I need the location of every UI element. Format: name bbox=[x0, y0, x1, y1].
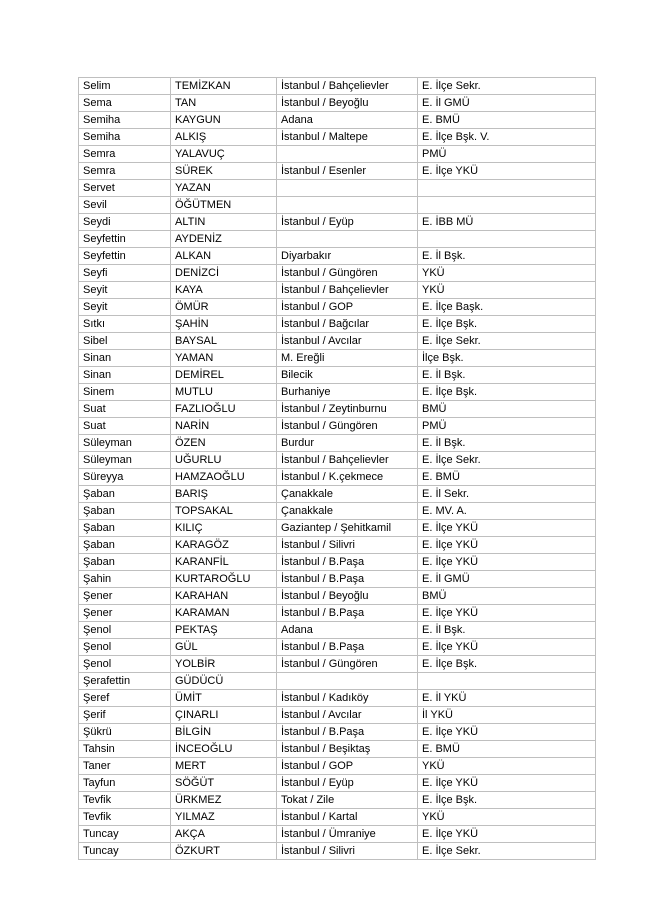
location-cell: İstanbul / Eyüp bbox=[277, 214, 418, 231]
role-cell: E. İl GMÜ bbox=[418, 95, 596, 112]
last-name-cell: ALKAN bbox=[171, 248, 277, 265]
location-cell: İstanbul / Bahçelievler bbox=[277, 452, 418, 469]
table-row bbox=[79, 452, 596, 469]
first-name-cell: Tayfun bbox=[79, 775, 171, 792]
first-name-cell: Selim bbox=[79, 78, 171, 95]
last-name-cell: GÜL bbox=[171, 639, 277, 656]
first-name-cell: Suat bbox=[79, 401, 171, 418]
table-row bbox=[79, 350, 596, 367]
last-name-cell: TOPSAKAL bbox=[171, 503, 277, 520]
table-row bbox=[79, 673, 596, 690]
last-name-cell: DENİZCİ bbox=[171, 265, 277, 282]
first-name-cell: Şaban bbox=[79, 554, 171, 571]
last-name-cell: NARİN bbox=[171, 418, 277, 435]
table-row bbox=[79, 775, 596, 792]
location-cell: İstanbul / Güngören bbox=[277, 656, 418, 673]
table-row bbox=[79, 605, 596, 622]
role-cell: E. İlçe YKÜ bbox=[418, 554, 596, 571]
role-cell: İl YKÜ bbox=[418, 707, 596, 724]
role-cell: PMÜ bbox=[418, 418, 596, 435]
first-name-cell: Sibel bbox=[79, 333, 171, 350]
first-name-cell: Seyfi bbox=[79, 265, 171, 282]
table-row bbox=[79, 690, 596, 707]
location-cell: İstanbul / Avcılar bbox=[277, 707, 418, 724]
table-row bbox=[79, 741, 596, 758]
table-row bbox=[79, 588, 596, 605]
first-name-cell: Taner bbox=[79, 758, 171, 775]
table-row bbox=[79, 316, 596, 333]
last-name-cell: ÖMÜR bbox=[171, 299, 277, 316]
first-name-cell: Tahsin bbox=[79, 741, 171, 758]
location-cell: İstanbul / Kadıköy bbox=[277, 690, 418, 707]
location-cell: İstanbul / Silivri bbox=[277, 843, 418, 860]
first-name-cell: Seyfettin bbox=[79, 248, 171, 265]
table-row bbox=[79, 809, 596, 826]
member-table bbox=[78, 77, 596, 860]
table-row bbox=[79, 537, 596, 554]
table-row bbox=[79, 826, 596, 843]
location-cell: İstanbul / Bağcılar bbox=[277, 316, 418, 333]
table-row bbox=[79, 299, 596, 316]
first-name-cell: Şener bbox=[79, 605, 171, 622]
role-cell: E. İl GMÜ bbox=[418, 571, 596, 588]
role-cell: E. İlçe Bşk. bbox=[418, 656, 596, 673]
location-cell: İstanbul / B.Paşa bbox=[277, 605, 418, 622]
role-cell: E. İlçe YKÜ bbox=[418, 163, 596, 180]
location-cell: İstanbul / B.Paşa bbox=[277, 554, 418, 571]
last-name-cell: KURTAROĞLU bbox=[171, 571, 277, 588]
role-cell: E. İlçe YKÜ bbox=[418, 724, 596, 741]
last-name-cell: KAYA bbox=[171, 282, 277, 299]
location-cell: İstanbul / Beşiktaş bbox=[277, 741, 418, 758]
role-cell: BMÜ bbox=[418, 588, 596, 605]
last-name-cell: YOLBİR bbox=[171, 656, 277, 673]
role-cell bbox=[418, 197, 596, 214]
first-name-cell: Tuncay bbox=[79, 826, 171, 843]
first-name-cell: Sinem bbox=[79, 384, 171, 401]
location-cell: İstanbul / Beyoğlu bbox=[277, 588, 418, 605]
role-cell: E. İlçe Bşk. bbox=[418, 316, 596, 333]
location-cell: İstanbul / GOP bbox=[277, 299, 418, 316]
first-name-cell: Tevfik bbox=[79, 809, 171, 826]
first-name-cell: Şahin bbox=[79, 571, 171, 588]
first-name-cell: Semra bbox=[79, 163, 171, 180]
role-cell: E. İlçe YKÜ bbox=[418, 520, 596, 537]
location-cell: Adana bbox=[277, 112, 418, 129]
role-cell: E. MV. A. bbox=[418, 503, 596, 520]
table-row bbox=[79, 214, 596, 231]
last-name-cell: İNCEOĞLU bbox=[171, 741, 277, 758]
role-cell: E. İl Sekr. bbox=[418, 486, 596, 503]
table-row bbox=[79, 129, 596, 146]
location-cell: İstanbul / Eyüp bbox=[277, 775, 418, 792]
last-name-cell: BARIŞ bbox=[171, 486, 277, 503]
first-name-cell: Semra bbox=[79, 146, 171, 163]
location-cell bbox=[277, 146, 418, 163]
role-cell: E. İl Bşk. bbox=[418, 367, 596, 384]
first-name-cell: Sinan bbox=[79, 367, 171, 384]
location-cell: Tokat / Zile bbox=[277, 792, 418, 809]
location-cell: İstanbul / Maltepe bbox=[277, 129, 418, 146]
last-name-cell: AKÇA bbox=[171, 826, 277, 843]
last-name-cell: SÖĞÜT bbox=[171, 775, 277, 792]
first-name-cell: Sıtkı bbox=[79, 316, 171, 333]
role-cell: E. İlçe YKÜ bbox=[418, 775, 596, 792]
location-cell: Diyarbakır bbox=[277, 248, 418, 265]
location-cell: İstanbul / Kartal bbox=[277, 809, 418, 826]
first-name-cell: Şaban bbox=[79, 503, 171, 520]
last-name-cell: UĞURLU bbox=[171, 452, 277, 469]
last-name-cell: MUTLU bbox=[171, 384, 277, 401]
role-cell: E. İl Bşk. bbox=[418, 435, 596, 452]
location-cell bbox=[277, 673, 418, 690]
first-name-cell: Semiha bbox=[79, 112, 171, 129]
first-name-cell: Şerafettin bbox=[79, 673, 171, 690]
member-table-body bbox=[79, 78, 596, 860]
last-name-cell: KAYGUN bbox=[171, 112, 277, 129]
last-name-cell: ALKIŞ bbox=[171, 129, 277, 146]
first-name-cell: Seyit bbox=[79, 282, 171, 299]
location-cell bbox=[277, 197, 418, 214]
table-row bbox=[79, 571, 596, 588]
last-name-cell: KARAGÖZ bbox=[171, 537, 277, 554]
last-name-cell: YAMAN bbox=[171, 350, 277, 367]
location-cell: Çanakkale bbox=[277, 503, 418, 520]
role-cell: E. İl Bşk. bbox=[418, 248, 596, 265]
first-name-cell: Şükrü bbox=[79, 724, 171, 741]
first-name-cell: Şenol bbox=[79, 622, 171, 639]
location-cell: İstanbul / Ümraniye bbox=[277, 826, 418, 843]
first-name-cell: Şaban bbox=[79, 537, 171, 554]
table-row bbox=[79, 418, 596, 435]
last-name-cell: TAN bbox=[171, 95, 277, 112]
first-name-cell: Semiha bbox=[79, 129, 171, 146]
location-cell: Burdur bbox=[277, 435, 418, 452]
role-cell bbox=[418, 180, 596, 197]
last-name-cell: KARAHAN bbox=[171, 588, 277, 605]
location-cell: İstanbul / Güngören bbox=[277, 418, 418, 435]
location-cell: İstanbul / B.Paşa bbox=[277, 571, 418, 588]
last-name-cell: ÜRKMEZ bbox=[171, 792, 277, 809]
table-row bbox=[79, 95, 596, 112]
last-name-cell: SÜREK bbox=[171, 163, 277, 180]
location-cell: Adana bbox=[277, 622, 418, 639]
location-cell: İstanbul / B.Paşa bbox=[277, 724, 418, 741]
table-row bbox=[79, 520, 596, 537]
role-cell: YKÜ bbox=[418, 758, 596, 775]
last-name-cell: FAZLIOĞLU bbox=[171, 401, 277, 418]
role-cell: E. İlçe Sekr. bbox=[418, 78, 596, 95]
last-name-cell: YAZAN bbox=[171, 180, 277, 197]
table-row bbox=[79, 112, 596, 129]
location-cell bbox=[277, 231, 418, 248]
table-row bbox=[79, 265, 596, 282]
first-name-cell: Şener bbox=[79, 588, 171, 605]
role-cell bbox=[418, 673, 596, 690]
first-name-cell: Şenol bbox=[79, 639, 171, 656]
last-name-cell: ŞAHİN bbox=[171, 316, 277, 333]
location-cell: Çanakkale bbox=[277, 486, 418, 503]
first-name-cell: Süleyman bbox=[79, 452, 171, 469]
first-name-cell: Tuncay bbox=[79, 843, 171, 860]
last-name-cell: PEKTAŞ bbox=[171, 622, 277, 639]
table-row bbox=[79, 333, 596, 350]
last-name-cell: KARANFİL bbox=[171, 554, 277, 571]
last-name-cell: HAMZAOĞLU bbox=[171, 469, 277, 486]
location-cell: İstanbul / Esenler bbox=[277, 163, 418, 180]
location-cell: İstanbul / K.çekmece bbox=[277, 469, 418, 486]
first-name-cell: Sinan bbox=[79, 350, 171, 367]
table-row bbox=[79, 503, 596, 520]
role-cell: E. İlçe YKÜ bbox=[418, 639, 596, 656]
table-row bbox=[79, 282, 596, 299]
role-cell: E. İlçe Bşk. bbox=[418, 792, 596, 809]
last-name-cell: KARAMAN bbox=[171, 605, 277, 622]
role-cell: E. İl Bşk. bbox=[418, 622, 596, 639]
table-row bbox=[79, 469, 596, 486]
location-cell bbox=[277, 180, 418, 197]
first-name-cell: Seyfettin bbox=[79, 231, 171, 248]
table-row bbox=[79, 843, 596, 860]
first-name-cell: Sema bbox=[79, 95, 171, 112]
last-name-cell: KILIÇ bbox=[171, 520, 277, 537]
last-name-cell: YILMAZ bbox=[171, 809, 277, 826]
role-cell: E. İlçe Sekr. bbox=[418, 452, 596, 469]
table-row bbox=[79, 554, 596, 571]
first-name-cell: Servet bbox=[79, 180, 171, 197]
location-cell: İstanbul / Güngören bbox=[277, 265, 418, 282]
first-name-cell: Seyit bbox=[79, 299, 171, 316]
first-name-cell: Şeref bbox=[79, 690, 171, 707]
last-name-cell: TEMİZKAN bbox=[171, 78, 277, 95]
location-cell: İstanbul / B.Paşa bbox=[277, 639, 418, 656]
first-name-cell: Şenol bbox=[79, 656, 171, 673]
last-name-cell: BİLGİN bbox=[171, 724, 277, 741]
last-name-cell: YALAVUÇ bbox=[171, 146, 277, 163]
role-cell: E. İlçe Sekr. bbox=[418, 843, 596, 860]
role-cell: E. İl YKÜ bbox=[418, 690, 596, 707]
role-cell: E. İlçe YKÜ bbox=[418, 537, 596, 554]
location-cell: İstanbul / Avcılar bbox=[277, 333, 418, 350]
last-name-cell: BAYSAL bbox=[171, 333, 277, 350]
table-row bbox=[79, 758, 596, 775]
role-cell: E. İlçe Başk. bbox=[418, 299, 596, 316]
table-row bbox=[79, 367, 596, 384]
table-row bbox=[79, 384, 596, 401]
table-row bbox=[79, 146, 596, 163]
location-cell: Gaziantep / Şehitkamil bbox=[277, 520, 418, 537]
last-name-cell: ALTIN bbox=[171, 214, 277, 231]
role-cell: E. İlçe Bşk. bbox=[418, 384, 596, 401]
role-cell: E. İBB MÜ bbox=[418, 214, 596, 231]
location-cell: İstanbul / Bahçelievler bbox=[277, 78, 418, 95]
location-cell: Burhaniye bbox=[277, 384, 418, 401]
role-cell bbox=[418, 231, 596, 248]
role-cell: İlçe Bşk. bbox=[418, 350, 596, 367]
first-name-cell: Seydi bbox=[79, 214, 171, 231]
location-cell: İstanbul / Bahçelievler bbox=[277, 282, 418, 299]
last-name-cell: MERT bbox=[171, 758, 277, 775]
first-name-cell: Tevfik bbox=[79, 792, 171, 809]
table-row bbox=[79, 622, 596, 639]
location-cell: M. Ereğli bbox=[277, 350, 418, 367]
role-cell: E. İlçe Sekr. bbox=[418, 333, 596, 350]
last-name-cell: DEMİREL bbox=[171, 367, 277, 384]
location-cell: İstanbul / Silivri bbox=[277, 537, 418, 554]
last-name-cell: ÜMİT bbox=[171, 690, 277, 707]
last-name-cell: GÜDÜCÜ bbox=[171, 673, 277, 690]
last-name-cell: ÖZEN bbox=[171, 435, 277, 452]
first-name-cell: Suat bbox=[79, 418, 171, 435]
first-name-cell: Şerif bbox=[79, 707, 171, 724]
table-row bbox=[79, 486, 596, 503]
role-cell: BMÜ bbox=[418, 401, 596, 418]
last-name-cell: ÇINARLI bbox=[171, 707, 277, 724]
first-name-cell: Süreyya bbox=[79, 469, 171, 486]
table-row bbox=[79, 656, 596, 673]
role-cell: E. İlçe YKÜ bbox=[418, 826, 596, 843]
table-row bbox=[79, 724, 596, 741]
role-cell: E. BMÜ bbox=[418, 469, 596, 486]
table-row bbox=[79, 231, 596, 248]
location-cell: İstanbul / GOP bbox=[277, 758, 418, 775]
first-name-cell: Süleyman bbox=[79, 435, 171, 452]
table-row bbox=[79, 197, 596, 214]
table-row bbox=[79, 792, 596, 809]
last-name-cell: ÖZKURT bbox=[171, 843, 277, 860]
role-cell: E. BMÜ bbox=[418, 112, 596, 129]
location-cell: İstanbul / Beyoğlu bbox=[277, 95, 418, 112]
last-name-cell: ÖĞÜTMEN bbox=[171, 197, 277, 214]
table-row bbox=[79, 248, 596, 265]
role-cell: YKÜ bbox=[418, 265, 596, 282]
table-row bbox=[79, 78, 596, 95]
last-name-cell: AYDENİZ bbox=[171, 231, 277, 248]
table-row bbox=[79, 707, 596, 724]
table-row bbox=[79, 435, 596, 452]
table-row bbox=[79, 639, 596, 656]
location-cell: İstanbul / Zeytinburnu bbox=[277, 401, 418, 418]
first-name-cell: Şaban bbox=[79, 520, 171, 537]
role-cell: E. BMÜ bbox=[418, 741, 596, 758]
role-cell: E. İlçe Bşk. V. bbox=[418, 129, 596, 146]
role-cell: YKÜ bbox=[418, 282, 596, 299]
table-row bbox=[79, 401, 596, 418]
location-cell: Bilecik bbox=[277, 367, 418, 384]
first-name-cell: Sevil bbox=[79, 197, 171, 214]
first-name-cell: Şaban bbox=[79, 486, 171, 503]
role-cell: E. İlçe YKÜ bbox=[418, 605, 596, 622]
role-cell: YKÜ bbox=[418, 809, 596, 826]
role-cell: PMÜ bbox=[418, 146, 596, 163]
table-row bbox=[79, 180, 596, 197]
table-row bbox=[79, 163, 596, 180]
